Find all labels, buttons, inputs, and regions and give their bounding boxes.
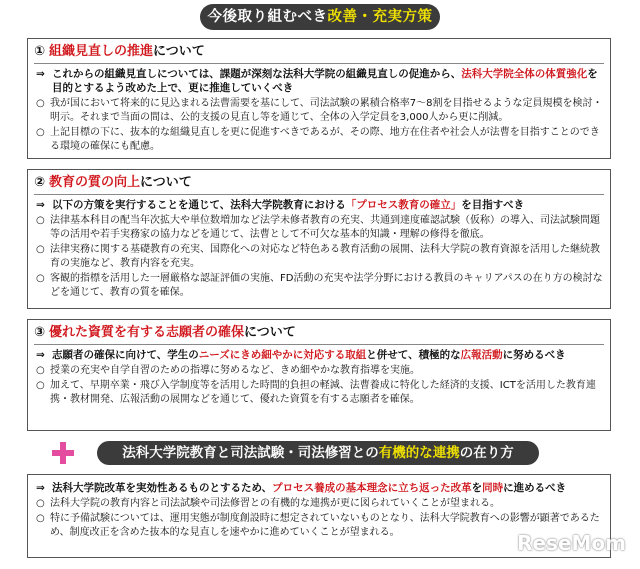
section-4-banner [97,441,539,465]
arrow-text: と併せて、積極的な [366,349,461,361]
resemom-logo: ReseMom [517,531,626,555]
banner-text: の在り方 [459,445,514,461]
section-title-suffix: について [140,175,192,190]
section-number: ③ [34,325,46,340]
list-item [36,126,604,154]
circle-bullet-icon: ○ [36,513,45,524]
section-2-box [27,169,611,309]
arrow-icon: ⇒ [36,482,45,494]
plus-icon [52,442,74,464]
arrow-text: 志願者の確保に向けて、学生の [52,349,199,361]
section-number: ② [34,175,46,190]
circle-bullet-icon: ○ [36,365,45,376]
list-item-text: 授業の充実や自学自習のための指導に努めるなど、きめ細やかな教育指導を実施。 [50,365,420,376]
section-1-box [27,38,611,159]
section-number: ① [34,44,46,59]
list-item [36,272,604,300]
section-title-highlight: 教育の質の向上 [49,175,141,190]
list-item [36,379,604,407]
section-2-title [34,173,604,195]
arrow-highlight: 法科大学院全体の体質強化 [461,68,588,80]
arrow-highlight: 「プロセス教育の確立」 [345,199,462,211]
header-title-part2: 改善・充実方策 [327,9,433,25]
arrow-text: 以下の方策を実行することを通じて、法科大学院教育における [52,199,346,211]
arrow-text: に努めるべき [502,349,566,361]
section-1-title [34,42,604,64]
section-4-arrow-line [36,481,604,495]
arrow-highlight: 広報活動 [460,349,503,361]
circle-bullet-icon: ○ [36,215,45,226]
list-item-text: 客観的指標を活用した一層厳格な認証評価の実施、FD活動の充実や法学分野における教員のキャリアパスの在り方の検討などを通じて、教育の質を確保。 [50,273,603,298]
arrow-highlight: 同時 [482,482,504,494]
circle-bullet-icon: ○ [36,498,45,509]
arrow-text: を [471,482,483,494]
list-item [36,243,604,271]
list-item-text: 法律実務に関する基礎教育の充実、国際化への対応など特色ある教育活動の展開、法科大学院の教育資源を活用した継続教育の実施など、教育内容を充実。 [50,244,600,269]
section-2-arrow-line [36,198,604,212]
section-3-title [34,323,604,345]
list-item [36,497,604,511]
list-item-text: 上記目標の下に、抜本的な組織見直しを更に促進すべきであるが、その際、地方在住者や社会人が法曹を目指すことのできる環境の確保にも配慮。 [50,127,600,152]
section-3-box [27,319,611,431]
arrow-highlight: プロセス養成の基本理念に立ち返った改革 [272,482,472,494]
section-1-arrow-line [36,67,604,95]
section-title-highlight: 組織見直しの推進 [49,44,154,59]
arrow-text: を目的とするよう改めた上で、更に推進していくべき [52,68,598,94]
arrow-text: 法科大学院改革を実効性あるものとするため、 [52,482,273,494]
list-item [36,364,604,378]
header-banner [200,4,440,30]
list-item [36,97,604,125]
circle-bullet-icon: ○ [36,98,45,109]
list-item-text: 法律基本科目の配当年次拡大や単位数増加など法学未修者教育の充実、共通到達度確認試験（仮称）の導入、司法試験問題等の活用や若手実務家の協力などを通じて、法曹として不可欠な基本的知識・理解の修得を徹底。 [50,215,600,240]
section-title-suffix: について [153,44,205,59]
arrow-text: に進めるべき [503,482,567,494]
arrow-icon: ⇒ [36,68,45,80]
banner-text: 法科大学院教育と司法試験・司法修習との [122,445,379,461]
list-item-text: 特に予備試験については、運用実態が制度創設時に想定されていないものとなり、法科大学院教育への影響が顕著であるため、制度改正を含めた抜本的な見直しを速やかに進めていくことが望まれる。 [50,513,600,538]
list-item-text: 加えて、早期卒業・飛び入学制度等を活用した時間的負担の軽減、法曹養成に特化した経済的支援、ICTを活用した教育連携・教材開発、広報活動の展開などを通じて、優れた資質を有する志願者を確保。 [50,380,596,405]
arrow-text: を目指すべき [461,199,525,211]
circle-bullet-icon: ○ [36,244,45,255]
arrow-highlight: ニーズにきめ細やかに対応する取組 [198,349,367,361]
arrow-icon: ⇒ [36,199,45,211]
circle-bullet-icon: ○ [36,127,45,138]
circle-bullet-icon: ○ [36,273,45,284]
list-item [36,214,604,242]
header-title-part1: 今後取り組むべき [207,9,328,25]
list-item-text: 我が国において将来的に見込まれる法曹需要を基にして、司法試験の累積合格率7～8割を目指せるような定員規模を検討・明示。それまで当面の間は、公的支援の見直し等を通じて、全体の入学定員を3,000人から更に削減。 [50,98,603,123]
section-title-highlight: 優れた資質を有する志願者の確保 [49,325,245,340]
list-item-text: 法科大学院の教育内容と司法試験や司法修習との有機的な連携が更に図られていくことが望まれる。 [50,498,500,509]
arrow-icon: ⇒ [36,349,45,361]
circle-bullet-icon: ○ [36,380,45,391]
section-3-arrow-line [36,348,604,362]
banner-highlight: 有機的な連携 [378,445,460,461]
section-title-suffix: について [244,325,296,340]
arrow-text: これからの組織見直しについては、課題が深刻な法科大学院の組織見直しの促進から、 [52,68,462,80]
